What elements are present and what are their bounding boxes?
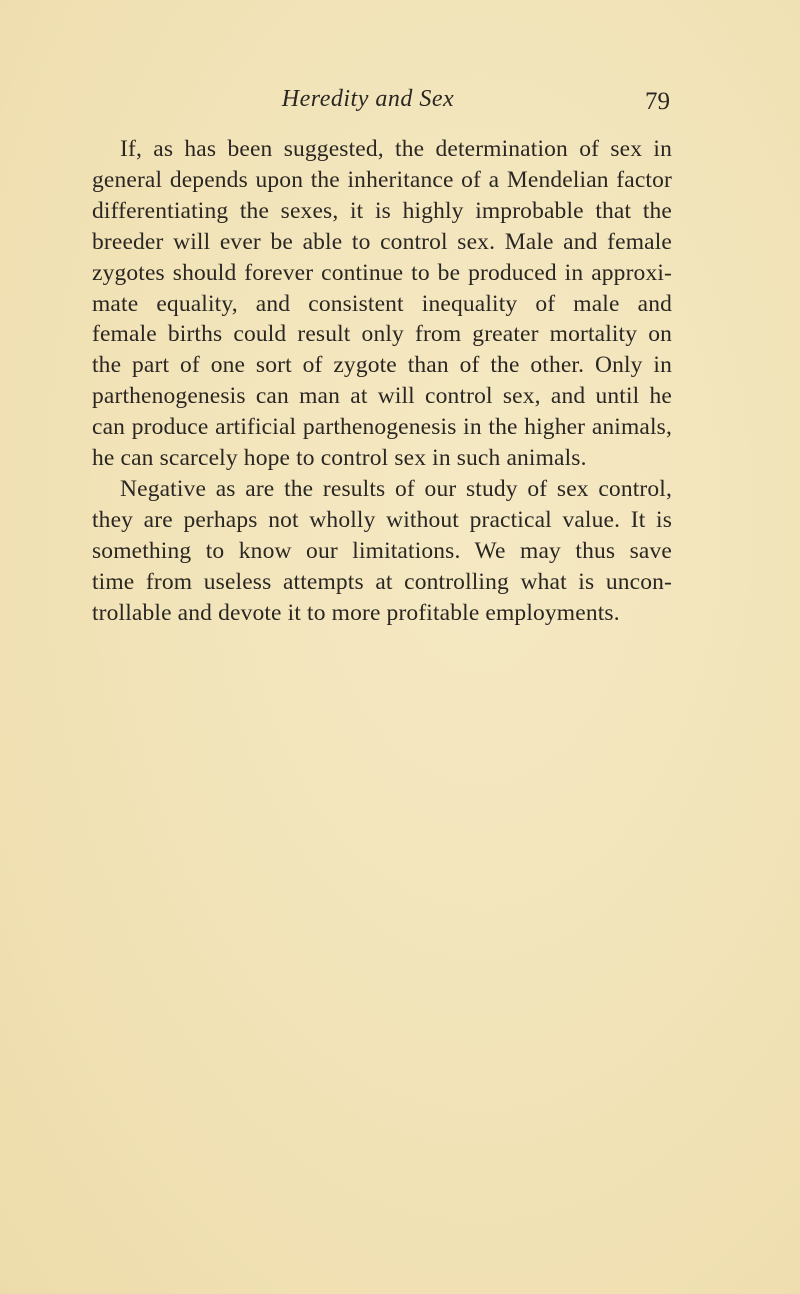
text-line: he can scarcely hope to control sex in such animals. — [92, 445, 587, 472]
paragraph-1 — [92, 134, 672, 474]
running-head — [0, 84, 800, 118]
text-line: time from useless attempts at controlling what is uncon- — [92, 568, 672, 595]
text-line: Negative as are the results of our study of sex control, — [120, 475, 672, 502]
text-line: differentiating the sexes, it is highly improbable that the — [92, 197, 672, 224]
text-line: mate equality, and consistent inequality of male and — [92, 290, 672, 317]
page-number: 79 — [645, 88, 670, 115]
text-line: parthenogenesis can man at will control sex, and until he — [92, 383, 672, 410]
text-line: they are perhaps not wholly without practical value. It is — [92, 506, 672, 533]
text-line: female births could result only from greater mortality on — [92, 321, 672, 348]
text-line: can produce artificial parthenogenesis in the higher animals, — [92, 414, 672, 441]
text-line: If, as has been suggested, the determination of sex in — [120, 136, 672, 162]
running-title: Heredity and Sex — [281, 86, 455, 112]
body-text — [92, 134, 672, 629]
text-line: general depends upon the inheritance of a Mendelian factor — [92, 166, 672, 193]
paragraph-2 — [92, 474, 672, 629]
text-line: something to know our limitations. We may thus save — [92, 537, 672, 564]
text-line: breeder will ever be able to control sex. Male and female — [92, 228, 672, 255]
text-line: zygotes should forever continue to be produced in approxi- — [92, 259, 672, 286]
text-line: the part of one sort of zygote than of the other. Only in — [92, 352, 672, 379]
text-line: trollable and devote it to more profitable employments. — [92, 599, 620, 626]
